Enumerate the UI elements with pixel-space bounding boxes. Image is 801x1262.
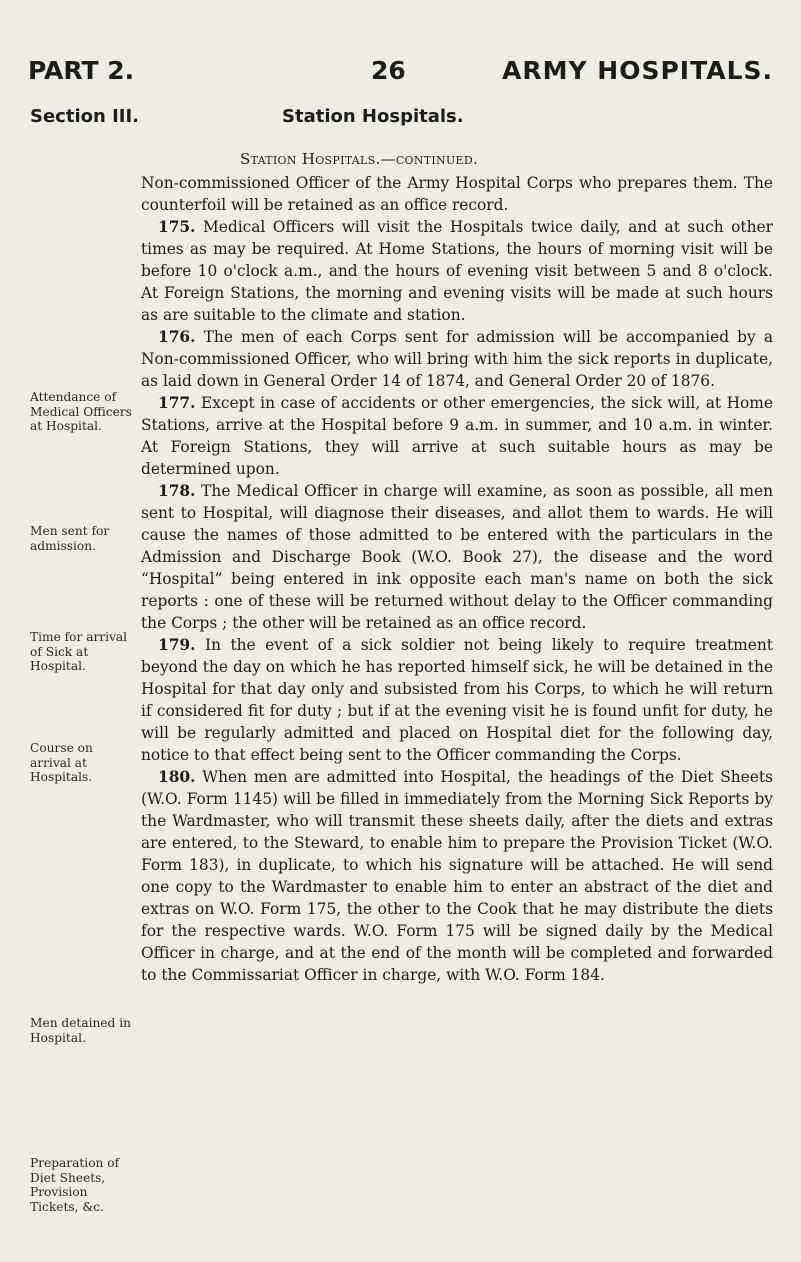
paragraph-178 — [141, 480, 773, 634]
paragraph-text: The Medical Officer in charge will examine, as soon as possible, all men sent to Hospital, will diagnose their diseases, and allot them to wards. He will cause the names of those admitted to be entered with the particulars in the Admission and Discharge Book (W.O. Book 27), the disease and the word “Hospital” being entered in ink opposite each man's name on both the sick reports : one of these will be returned without delay to the Officer commanding the Corps ; the other will be retained as an office record. — [141, 482, 773, 632]
paragraph-text: Medical Officers will visit the Hospitals twice daily, and at such other times as may be required. At Home Stations, the hours of morning visit will be before 10 o'clock a.m., and the hours of evening visit between 5 and 8 o'clock. At Foreign Stations, the morning and evening visits will be made at such hours as are suitable to the climate and station. — [141, 218, 773, 324]
section-heading — [30, 106, 590, 132]
paragraph-number: 175. — [158, 218, 196, 236]
running-head — [28, 56, 773, 88]
margin-note-admission: Men sent for admission. — [30, 524, 110, 553]
paragraph-176 — [141, 326, 773, 392]
part-label: PART 2. — [28, 56, 135, 85]
paragraph-180 — [141, 766, 773, 986]
margin-note-detained: Men detained in Hospital. — [30, 1016, 131, 1045]
intro-paragraph: Non-commissioned Officer of the Army Hospital Corps who prepares them. The counterfoil will be retained as an office record. — [141, 174, 773, 214]
paragraph-number: 179. — [158, 636, 196, 654]
margin-note-arrival: Time for arrival of Sick at Hospital. — [30, 630, 128, 673]
section-title: Station Hospitals. — [282, 106, 464, 127]
paragraph-text: The men of each Corps sent for admission will be accompanied by a Non-commissioned Officer, who will bring with him the sick reports in duplicate, as laid down in General Order 14 of 1874, and General Order 20 of 1876. — [141, 328, 773, 390]
margin-note-course: Course on arrival at Hospitals. — [30, 741, 93, 784]
paragraph-number: 177. — [158, 394, 196, 412]
paragraph-number: 180. — [158, 768, 196, 786]
paragraph-text: When men are admitted into Hospital, the headings of the Diet Sheets (W.O. Form 1145) will be filled in immediately from the Morning Sick Reports by the Wardmaster, who will transmit these sheets daily, after the diets and extras are entered, to the Steward, to enable him to prepare the Provision Ticket (W.O. Form 183), in duplicate, to which his signature will be attached. He will send one copy to the Wardmaster to enable him to enter an abstract of the diet and extras on W.O. Form 175, the other to the Cook that he may distribute the diets for the respective wards. W.O. Form 175 will be signed daily by the Medical Officer in charge, and at the end of the month will be completed and forwarded to the Commissariat Officer in charge, with W.O. Form 184. — [141, 768, 773, 984]
continued-subheading: Station Hospitals.—continued. — [240, 150, 479, 168]
section-label: Section III. — [30, 106, 139, 127]
margin-note-diet-sheets: Preparation of Diet Sheets, Provision Tickets, &c. — [30, 1156, 120, 1214]
paragraph-number: 176. — [158, 328, 196, 346]
paragraph-text: Except in case of accidents or other emergencies, the sick will, at Home Stations, arrive at the Hospital before 9 a.m. in summer, and 10 a.m. in winter. At Foreign Stations, they will arrive at such suitable hours as may be determined upon. — [141, 394, 773, 478]
book-title: ARMY HOSPITALS. — [502, 56, 773, 85]
body-text — [141, 172, 773, 986]
paragraph-text: In the event of a sick soldier not being likely to require treatment beyond the day on which he has reported himself sick, he will be detained in the Hospital for that day only and subsisted from his Corps, to which he will return if considered fit for duty ; but if at the evening visit he is found unfit for duty, he will be regularly admitted and placed on Hospital diet for the following day, notice to that effect being sent to the Officer commanding the Corps. — [141, 636, 773, 764]
paragraph-177 — [141, 392, 773, 480]
margin-note-attendance: Attendance of Medical Officers at Hospital. — [30, 390, 132, 433]
paragraph-175 — [141, 216, 773, 326]
paragraph-179 — [141, 634, 773, 766]
paragraph-number: 178. — [158, 482, 196, 500]
page-number: 26 — [371, 56, 406, 85]
